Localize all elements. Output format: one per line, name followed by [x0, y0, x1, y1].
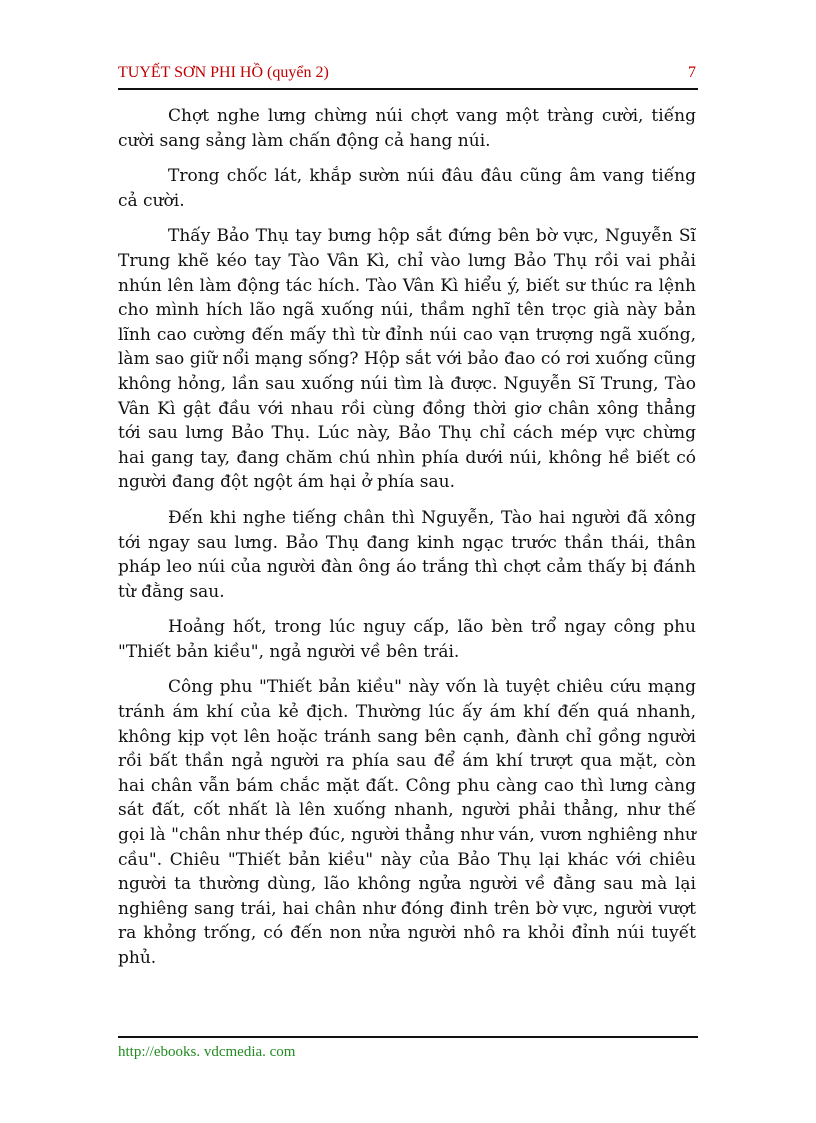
running-header — [118, 64, 698, 86]
footer-url: http://ebooks. vdcmedia. com — [118, 1044, 296, 1060]
paragraph: Chợt nghe lưng chừng núi chợt vang một tràng cười, tiếng cười sang sảng làm chấn động cả hang núi. — [118, 106, 696, 151]
paragraph: Công phu "Thiết bản kiều" này vốn là tuyệt chiêu cứu mạng tránh ám khí của kẻ địch. Thường lúc ấy ám khí đến quá nhanh, không kịp vọt lên hoặc tránh sang bên cạnh, đành chỉ gồng người rồi bất thần ngả người ra phía sau để ám khí trượt qua mặt, còn hai chân vẫn bám chắc mặt đất. Công phu càng cao thì lưng càng sát đất, cốt nhất là lên xuống nhanh, người phải thẳng, như thế gọi là "chân như thép đúc, người thẳng như ván, vươn nghiêng như cầu". Chiêu "Thiết bản kiều" này của Bảo Thụ lại khác với chiêu người ta thường dùng, lão không ngửa người về đằng sau mà lại nghiêng sang trái, hai chân như đóng đinh trên bờ vực, người vượt ra khỏng trống, có đến non nửa người nhô ra khỏi đỉnh núi tuyết phủ. — [118, 677, 696, 968]
body-text — [118, 104, 696, 982]
page-number: 7 — [688, 64, 696, 81]
book-title: TUYẾT SƠN PHI HỒ (quyển 2) — [118, 64, 329, 81]
paragraph: Trong chốc lát, khắp sườn núi đâu đâu cũng âm vang tiếng cả cười. — [118, 166, 696, 211]
paragraph: Đến khi nghe tiếng chân thì Nguyễn, Tào hai người đã xông tới ngay sau lưng. Bảo Thụ đang kinh ngạc trước thần thái, thân pháp leo núi của người đàn ông áo trắng thì chợt cảm thấy bị đánh từ đằng sau. — [118, 507, 696, 602]
paragraph: Thấy Bảo Thụ tay bưng hộp sắt đứng bên bờ vực, Nguyễn Sĩ Trung khẽ kéo tay Tào Vân Kì, chỉ vào lưng Bảo Thụ rồi vai phải nhún lên làm động tác hích. Tào Vân Kì hiểu ý, biết sư thúc ra lệnh cho mình hích lão ngã xuống núi, thầm nghĩ tên trọc già này bản lĩnh cao cường đến mấy thì từ đỉnh núi cao vạn trượng ngã xuống, làm sao giữ nổi mạng sống? Hộp sắt với bảo đao có rơi xuống cũng không hỏng, lần sau xuống núi tìm là được. Nguyễn Sĩ Trung, Tào Vân Kì gật đầu với nhau rồi cùng đồng thời giơ chân xông thẳng tới sau lưng Bảo Thụ. Lúc này, Bảo Thụ chỉ cách mép vực chừng hai gang tay, đang chăm chú nhìn phía dưới núi, không hề biết có người đang đột ngột ám hại ở phía sau. — [118, 226, 696, 493]
header-rule — [118, 88, 698, 90]
footer-rule — [118, 1036, 698, 1038]
paragraph: Hoảng hốt, trong lúc nguy cấp, lão bèn trổ ngay công phu "Thiết bản kiều", ngả người về bên trái. — [118, 617, 696, 662]
